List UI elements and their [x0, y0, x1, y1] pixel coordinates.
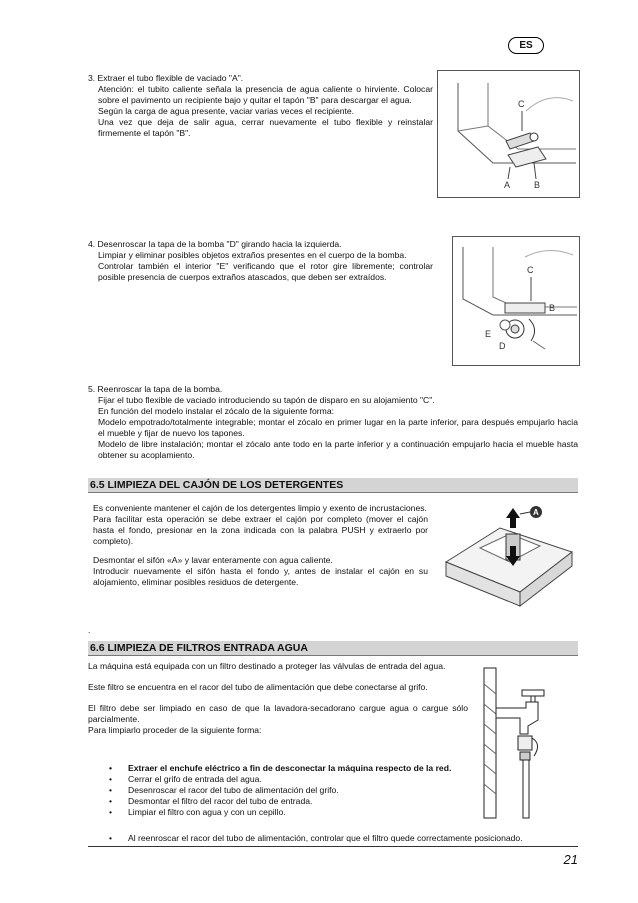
figure-pump-cover [452, 236, 580, 366]
figure-label: B [534, 180, 541, 190]
step-4-text [88, 239, 433, 283]
section-heading-6-5: 6.5 LIMPIEZA DEL CAJÓN DE LOS DETERGENTES [88, 478, 578, 493]
stray-dot: . [88, 625, 91, 635]
step-5-heading: 5. Reenroscar la tapa de la bomba. [88, 384, 223, 394]
paragraph: La máquina está equipada con un filtro destinado a proteger las válvulas de entrada del agua. [88, 661, 446, 671]
step-5-line: Modelo de libre instalación; montar el zócalo ante todo en la parte inferior y a continuación empujarlo hacia el mueble hasta obtener su acoplamiento. [98, 439, 578, 460]
paragraph: El filtro debe ser limpiado en caso de que la lavadora-secadorano cargue agua o cargue sólo parcialmente. [88, 703, 468, 724]
paragraph: Para facilitar esta operación se debe extraer el cajón por completo (mover el cajón hasta el fondo, presionar en la zona indicada con la palabra PUSH y extraerlo por completo). [93, 514, 428, 546]
figure-label: A [533, 508, 539, 517]
step-3-line: Atención: el tubito caliente señala la presencia de agua caliente o hirviente. Colocar sobre el pavimento un recipiente bajo y quitar el tapón "B" para descargar el agua. [98, 84, 433, 105]
figure-label: B [549, 303, 556, 313]
figure-label: A [504, 180, 511, 190]
step-4-heading: 4. Desenroscar la tapa de la bomba "D" girando hacia la izquierda. [88, 239, 342, 249]
step-3-line: Según la carga de agua presente, vaciar varias veces el recipiente. [98, 106, 355, 116]
section-6-6-text [88, 661, 468, 736]
figure-label: D [499, 341, 506, 351]
cleaning-steps-list [88, 763, 473, 818]
list-item: • Cerrar el grifo de entrada del agua. [88, 774, 473, 785]
paragraph: Es conveniente mantener el cajón de los detergentes limpio y exento de incrustaciones. [93, 503, 427, 513]
step-5-text [88, 384, 578, 461]
list-item-last [88, 833, 578, 844]
figure-detergent-drawer [440, 500, 578, 612]
drain-hose-illustration [438, 71, 579, 197]
paragraph: Para limpiarlo proceder de la siguiente forma: [88, 725, 262, 735]
step-4-line: Limpiar y eliminar posibles objetos extraños presentes en el cuerpo de la bomba. [98, 250, 407, 260]
figure-label: C [527, 265, 534, 275]
pump-cover-illustration [453, 237, 579, 365]
step-3-line: Una vez que deja de salir agua, cerrar nuevamente el tubo flexible y reinstalar firmemente el tapón "B". [98, 117, 433, 138]
footer-rule [88, 846, 578, 847]
section-heading-6-6: 6.6 LIMPIEZA DE FILTROS ENTRADA AGUA [88, 641, 578, 656]
page-number: 21 [563, 852, 578, 867]
list-item: Al reenroscar el racor del tubo de alimentación, controlar que el filtro quede correctamente posicionado. [128, 833, 523, 843]
step-4-line: Controlar también el interior "E" verificando que el rotor gire libremente; controlar posible presencia de cuerpos extraños atascados, que deben ser extraídos. [98, 261, 433, 282]
figure-label: C [518, 99, 525, 109]
paragraph: Este filtro se encuentra en el racor del tubo de alimentación que debe conectarse al grifo. [88, 682, 428, 692]
step-3-text [88, 73, 433, 139]
figure-label: E [485, 329, 492, 339]
bullet-icon: • [109, 833, 113, 843]
paragraph: Desmontar el sifón «A» y lavar enteramente con agua caliente. [93, 555, 333, 565]
step-5-line: En función del modelo instalar el zócalo de la siguiente forma: [98, 406, 334, 416]
paragraph: Introducir nuevamente el sifón hasta el fondo y, antes de instalar el cajón en su alojamiento, eliminar posibles residuos de detergente. [93, 566, 428, 587]
figure-water-tap [478, 664, 578, 824]
step-3-heading: 3. Extraer el tubo flexible de vaciado "A". [88, 73, 244, 83]
language-badge: ES [508, 37, 544, 54]
water-tap-illustration [478, 664, 578, 824]
list-item: • Desmontar el filtro del racor del tubo de entrada. [88, 796, 473, 807]
list-item: • Desenroscar el racor del tubo de alimentación del grifo. [88, 785, 473, 796]
figure-drain-hose [437, 70, 580, 198]
list-item: • Limpiar el filtro con agua y con un cepillo. [88, 807, 473, 818]
step-5-line: Modelo empotrado/totalmente integrable; montar el zócalo en primer lugar en la parte inferior, para después empujarlo hacia el mueble y fijar de nuevo los tapones. [98, 417, 578, 438]
section-6-5-text [93, 503, 428, 588]
step-5-line: Fijar el tubo flexible de vaciado introduciendo su tapón de disparo en su alojamiento "C". [98, 395, 435, 405]
detergent-drawer-illustration [440, 500, 578, 612]
list-item: • Extraer el enchufe eléctrico a fin de desconectar la máquina respecto de la red. [88, 763, 473, 774]
